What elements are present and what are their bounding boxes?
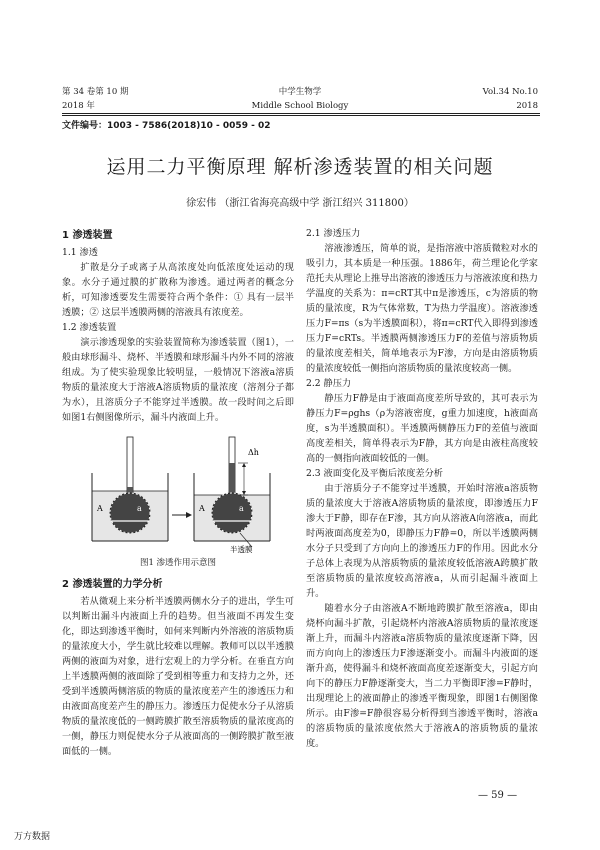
subsection-heading: 1.2 渗透装置 bbox=[62, 322, 117, 333]
membrane-label: 半透膜 bbox=[230, 545, 253, 553]
header-journal-cn: 中学生物学 bbox=[278, 87, 322, 97]
solution-A-label: A bbox=[97, 504, 103, 513]
right-column bbox=[306, 226, 538, 751]
paragraph: 若从微观上来分析半透膜两侧水分子的进出，学生可以判断出漏斗内液面上升的趋势。但当液面不再发生变化，即达到渗透平衡时，如何来判断内外溶液的溶质物质的量浓度大小，学生就比较难以理解。教师可以以半透膜两侧的液面为对象，进行宏观上的力学分析。在垂直方向上半透膜两侧的液面除了受到相等重力和支持力之外，还受到半透膜两侧溶质的物质的量浓度差产生的渗透压力和由液面高度差产生的静压力。渗透压力促使水分子从溶质物质的量浓度低的一侧跨膜扩散至溶质物质的量浓度高的一侧，静压力则促使水分子从液面高的一侧跨膜扩散至液面低的一侧。 bbox=[62, 596, 294, 757]
left-apparatus bbox=[92, 437, 168, 541]
paragraph: 静压力F静是由于液面高度差所导致的，其可表示为静压力F=ρghs（ρ为溶液密度，g重力加速度，h液面高度，s为半透膜面积）。半透膜两侧静压力F的差值与液面高度差相关，简单得表示为F静，其方向是由液柱高度较高的一侧指向液面较低的一侧。 bbox=[306, 393, 538, 464]
header-vol-en: Vol.34 No.10 bbox=[482, 87, 538, 97]
header-rule bbox=[62, 113, 540, 114]
subsection-heading: 1.1 渗透 bbox=[62, 247, 98, 258]
header-year-en: 2018 bbox=[516, 101, 538, 111]
paragraph: 扩散是分子或离子从高浓度处向低浓度处运动的现象。水分子通过膜的扩散称为渗透。通过两者的概念分析，可知渗透要发生需要符合两个条件：① 具有一层半透膜；② 这层半透膜两侧的溶液具有浓度差。 bbox=[62, 262, 294, 318]
header-rule-thin bbox=[62, 115, 540, 116]
article-title: 运用二力平衡原理 解析渗透装置的相关问题 bbox=[106, 156, 494, 178]
file-number: 文件编号：1003 - 7586(2018)10 - 0059 - 02 bbox=[62, 121, 271, 131]
solution-A-label-right: A bbox=[199, 504, 205, 513]
paragraph: 由于溶质分子不能穿过半透膜，开始时溶液a溶质物质的量浓度大于溶液A溶质物质的量浓度，即渗透压力F渗大于F静，即存在F渗，其方向从溶液A向溶液a，而此时两液面高度差为0，即静压力F静=0，所以半透膜两侧水分子只受到了方向向上的渗透压力F的作用。因此水分子总体上表现为从溶质物质的量浓度较低溶液A跨膜扩散至溶质物质的量浓度较高溶液a，从而引起漏斗液面上升。 bbox=[306, 483, 538, 599]
figure-osmosis-diagram bbox=[62, 433, 294, 553]
page-number: — 59 — bbox=[478, 790, 518, 801]
subsection-heading: 2.3 液面变化及平衡后浓度差分析 bbox=[306, 468, 443, 479]
delta-h-label: Δh bbox=[248, 448, 259, 457]
transition-arrow bbox=[172, 512, 192, 518]
subsection-heading: 2.2 静压力 bbox=[306, 378, 352, 389]
section-heading: 1 渗透装置 bbox=[62, 230, 113, 241]
osmosis-svg bbox=[62, 433, 294, 553]
solution-a-label: a bbox=[137, 504, 142, 513]
left-column bbox=[62, 226, 294, 759]
paragraph: 溶液渗透压，简单的说，是指溶液中溶质微粒对水的吸引力，其本质是一种压强。1886年，荷兰理论化学家范托夫从理论上推导出溶液的渗透压力与溶液浓度和热力学温度的关系为：π=cRT其中π是渗透压，c为溶质的物质的量浓度，R为气体常数，T为热力学温度）。溶液渗透压力F=πs（s为半透膜面积），将π=cRT代入即得到渗透压力F=cRTs。半透膜两侧渗透压力F的差值与溶质物质的量浓度差相关，简单地表示为F渗，方向是由溶质物质的量浓度较低一侧指向溶质物质的量浓度较高一侧。 bbox=[306, 243, 538, 374]
header-journal-en: Middle School Biology bbox=[251, 101, 349, 111]
header-year: 2018 年 bbox=[62, 101, 95, 111]
paragraph: 演示渗透现象的实验装置简称为渗透装置（图1），一般由球形漏斗、烧杯、半透膜和球形漏斗内外不同的溶液组成。为了使实验现象比较明显，一般情况下溶液a溶质物质的量浓度大于溶液A溶质物质的量浓度（溶剂分子都为水），且溶质分子不能穿过半透膜。故一段时间之后即如图1右侧图像所示，漏斗内液面上升。 bbox=[62, 337, 294, 423]
footer-watermark: 万方数据 bbox=[14, 832, 51, 842]
solution-a-label-right: a bbox=[239, 504, 244, 513]
subsection-heading: 2.1 渗透压力 bbox=[306, 228, 361, 239]
section-heading: 2 渗透装置的力学分析 bbox=[62, 579, 163, 590]
header-volume: 第 34 卷第 10 期 bbox=[62, 87, 129, 97]
paragraph: 随着水分子由溶液A不断地跨膜扩散至溶液a，即由烧杯向漏斗扩散，引起烧杯内溶液A溶质物质的量浓度逐渐上升，而漏斗内溶液a溶质物质的量浓度逐渐下降，因而方向向上的渗透压力F渗逐渐变小。而漏斗内液面的逐渐升高，使得漏斗和烧杯液面高度差逐渐变大，引起方向向下的静压力F静逐渐变大，当二力平衡即F渗=F静时，出现理论上的液面静止的渗透平衡现象，即图1右侧图像所示。由F渗=F静很容易分析得到当渗透平衡时，溶液a的溶质物质的量浓度依然大于溶液A的溶质物质的量浓度。 bbox=[306, 603, 538, 749]
figure-caption: 图1 渗透作用示意图 bbox=[139, 558, 217, 568]
author-line: 徐宏伟 （浙江省海亮高级中学 浙江绍兴 311800） bbox=[186, 198, 414, 209]
